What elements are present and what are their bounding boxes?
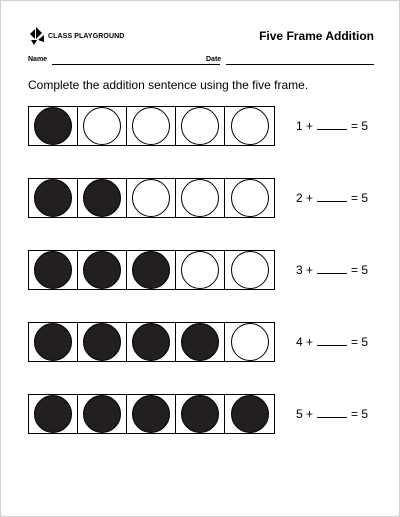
frame-cell [78,323,127,361]
empty-counter [231,107,269,145]
five-frame [28,322,275,362]
empty-counter [132,179,170,217]
addition-sentence [296,335,368,349]
equals-sign: = [351,335,359,349]
filled-counter [83,323,121,361]
frame-cell [225,395,274,433]
addend: 5 [296,407,303,421]
frame-cell [127,323,176,361]
frame-cell [29,323,78,361]
frame-cell [225,179,274,217]
instructions-text: Complete the addition sentence using the five frame. [28,78,309,92]
frame-cell [127,395,176,433]
equals-sign: = [351,407,359,421]
answer-blank[interactable] [317,201,347,202]
five-frame-row [28,394,376,440]
equals-sign: = [351,191,359,205]
addend: 4 [296,335,303,349]
five-frame-row [28,178,376,224]
addition-sentence [296,407,368,421]
empty-counter [231,179,269,217]
date-field-line[interactable] [226,64,374,65]
equals-sign: = [351,119,359,133]
frame-cell [78,395,127,433]
filled-counter [132,251,170,289]
frame-cell [225,323,274,361]
sum: 5 [358,335,369,349]
frame-cell [176,395,225,433]
frame-cell [176,323,225,361]
answer-blank[interactable] [317,345,347,346]
brand-name: CLASS PLAYGROUND [48,32,125,40]
addend: 1 [296,119,303,133]
five-frame [28,106,275,146]
frame-cell [78,107,127,145]
frame-cell [29,251,78,289]
filled-counter [132,323,170,361]
empty-counter [181,179,219,217]
worksheet-header [28,26,374,50]
equals-sign: = [351,263,359,277]
frame-cell [176,179,225,217]
empty-counter [231,251,269,289]
empty-counter [231,323,269,361]
filled-counter [34,179,72,217]
frame-cell [78,179,127,217]
frame-cell [29,395,78,433]
frame-cell [176,107,225,145]
sum: 5 [358,119,369,133]
answer-blank[interactable] [317,273,347,274]
plus-sign: + [302,263,314,277]
filled-counter [231,395,269,433]
filled-counter [83,251,121,289]
filled-counter [34,251,72,289]
five-frame [28,178,275,218]
empty-counter [181,251,219,289]
filled-counter [83,179,121,217]
worksheet-title: Five Frame Addition [259,29,374,43]
frame-cell [78,251,127,289]
frame-cell [127,251,176,289]
filled-counter [34,107,72,145]
five-frame-row [28,106,376,152]
addition-sentence [296,119,368,133]
brand-logo [28,26,124,46]
name-field-line[interactable] [52,64,220,65]
five-frame [28,250,275,290]
sum: 5 [358,191,369,205]
frame-cell [127,179,176,217]
frame-cell [176,251,225,289]
addition-sentence [296,191,368,205]
plus-sign: + [302,191,314,205]
filled-counter [181,323,219,361]
empty-counter [132,107,170,145]
frame-cell [127,107,176,145]
five-frame-row [28,322,376,368]
frame-cell [29,107,78,145]
sum: 5 [358,263,369,277]
filled-counter [34,323,72,361]
plus-sign: + [302,119,314,133]
class-playground-logo-icon [28,26,46,46]
answer-blank[interactable] [317,417,347,418]
frame-cell [225,251,274,289]
sum: 5 [358,407,369,421]
frame-cell [29,179,78,217]
student-info-row [28,56,374,68]
date-label: Date [206,56,222,63]
empty-counter [181,107,219,145]
frame-cell [225,107,274,145]
addition-sentence [296,263,368,277]
filled-counter [132,395,170,433]
filled-counter [34,395,72,433]
empty-counter [83,107,121,145]
name-label: Name [28,56,48,63]
filled-counter [83,395,121,433]
filled-counter [181,395,219,433]
plus-sign: + [302,407,314,421]
answer-blank[interactable] [317,129,347,130]
five-frame [28,394,275,434]
addend: 2 [296,191,303,205]
five-frame-row [28,250,376,296]
plus-sign: + [302,335,314,349]
addend: 3 [296,263,303,277]
